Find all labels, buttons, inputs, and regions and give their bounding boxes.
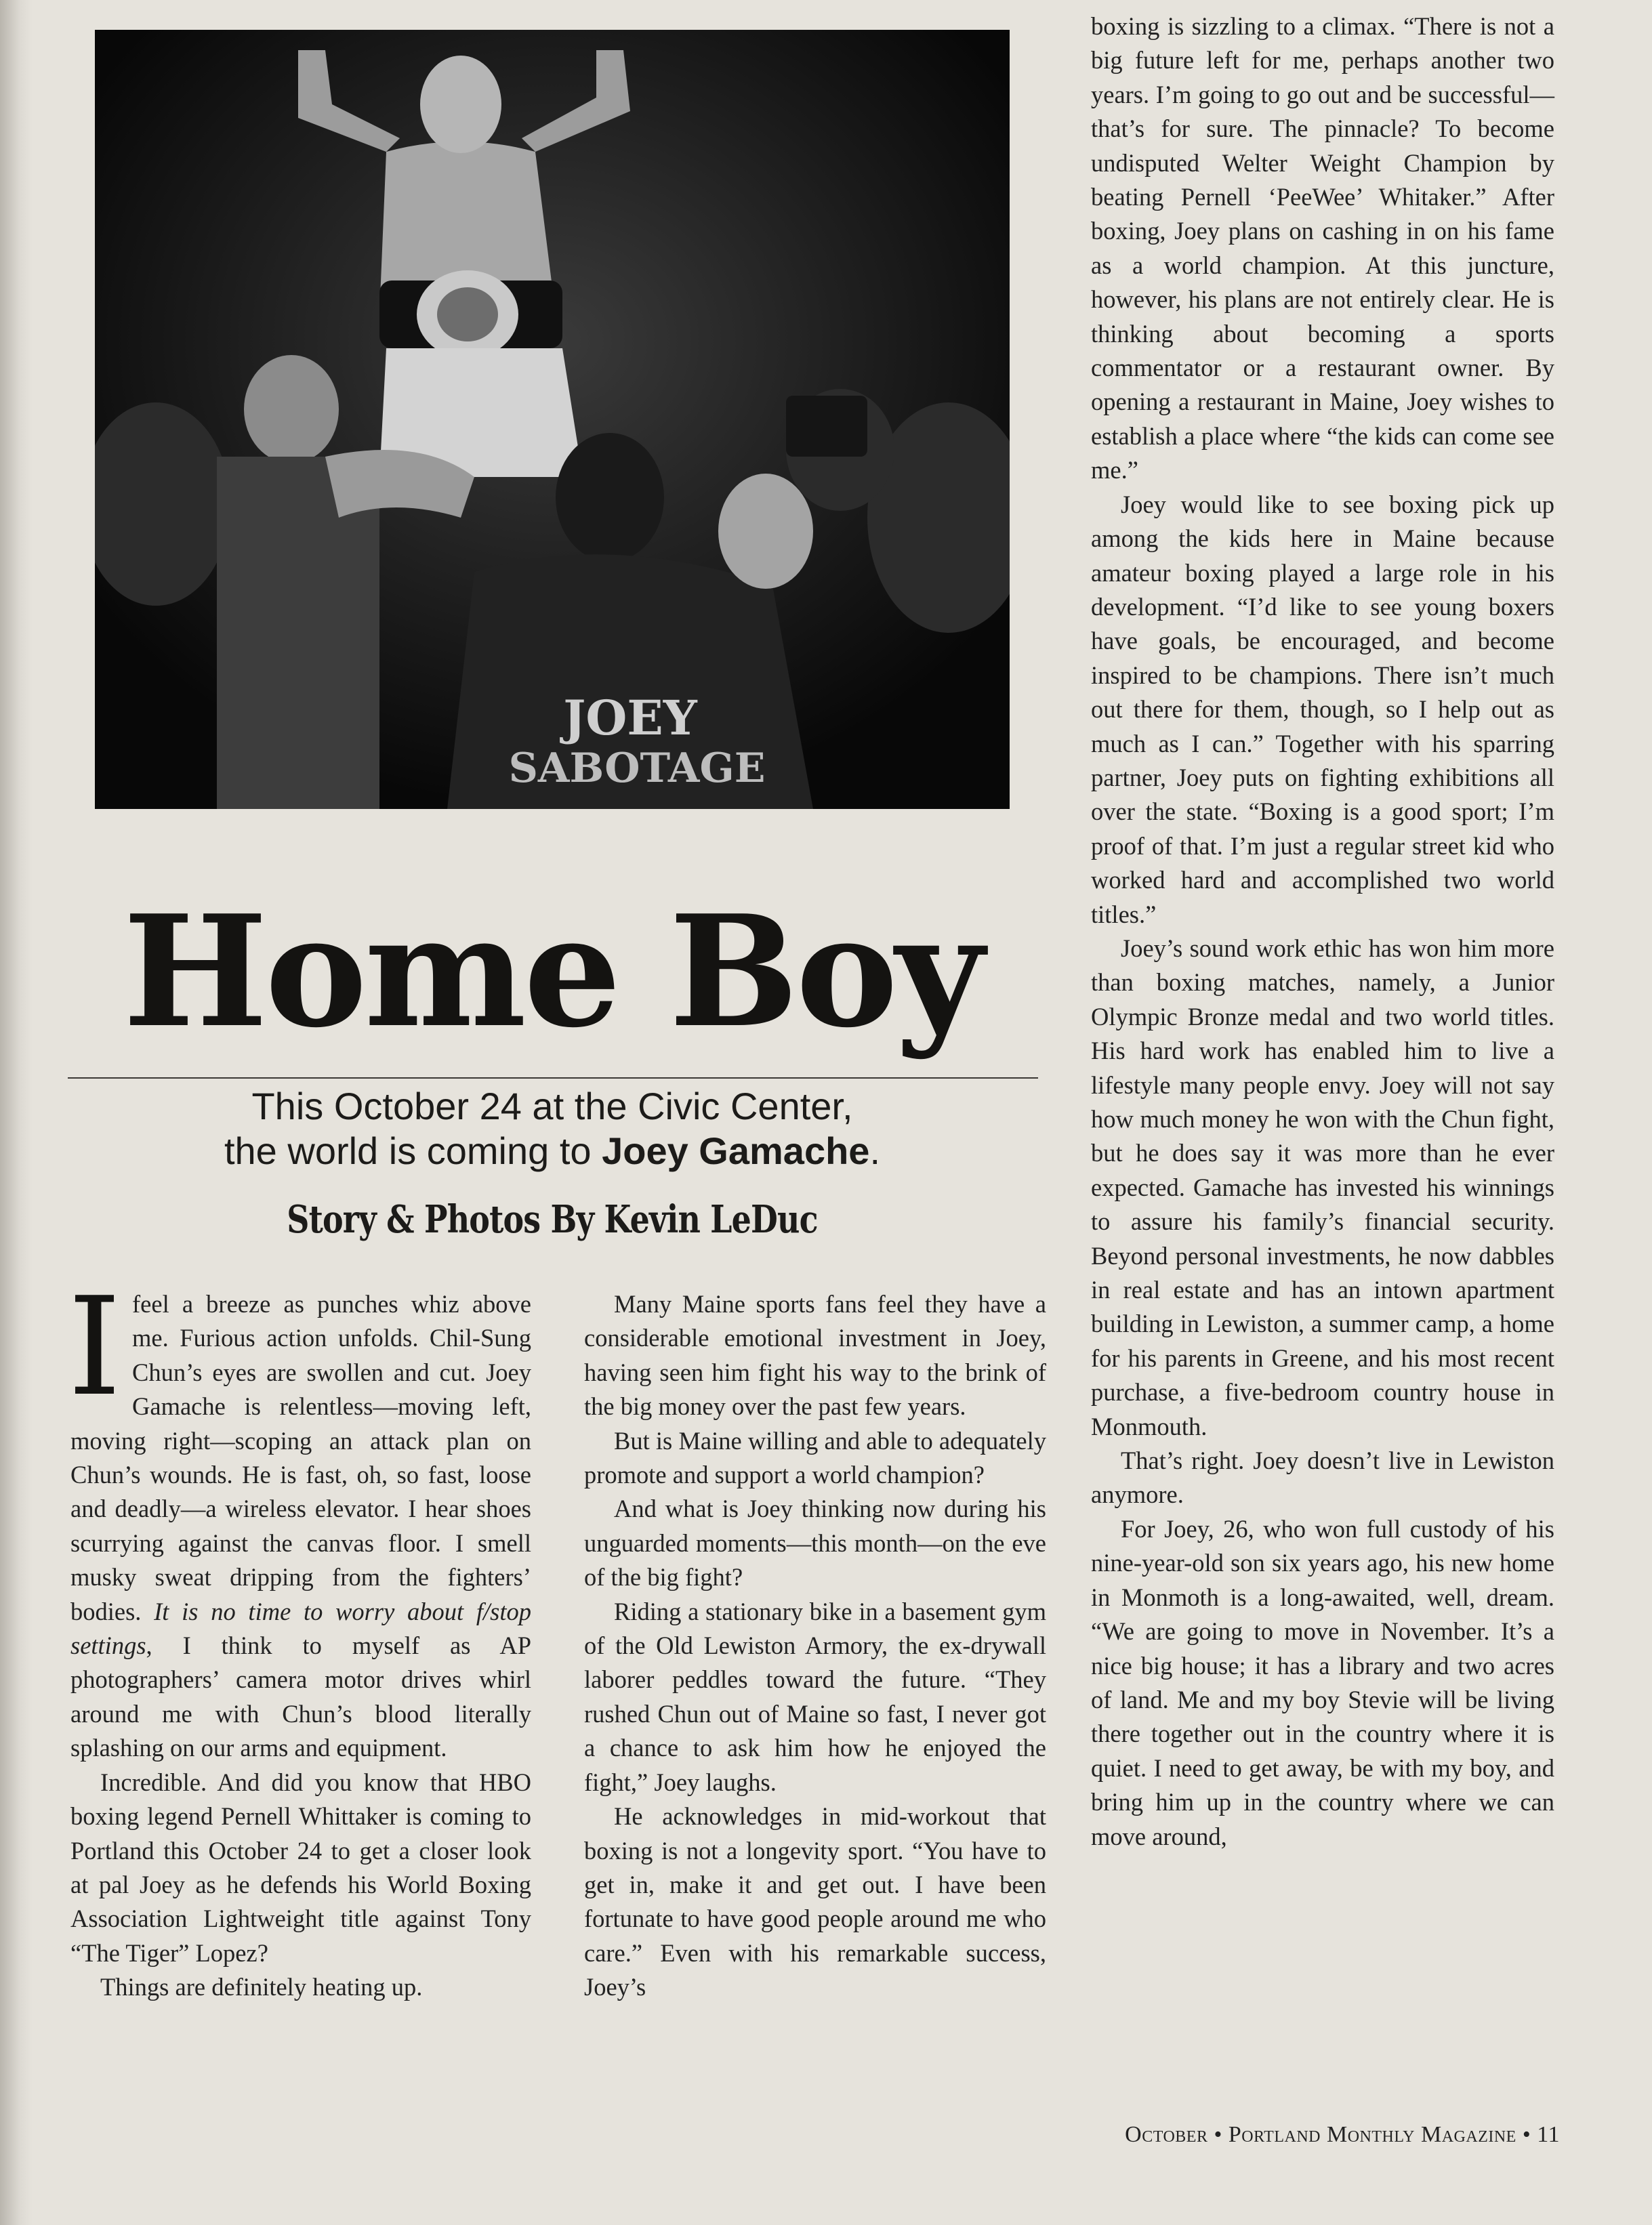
paragraph: For Joey, 26, who won full custody of his nine-year-old son six years ago, his new home in Monmoth is a long-awaited, well, dream. “We are going to move in November. It’s a nice big house; it has a library and two acres of land. Me and my boy Stevie will be living there together out in the country where it is quiet. I need to get away, be with my boy, and bring him up in the country where we can move around, <box>1091 1514 1554 1850</box>
article-column-1 <box>68 1268 531 2005</box>
headline: Home Boy <box>123 882 982 1062</box>
byline: Story & Photos By Kevin LeDuc <box>287 1197 818 1242</box>
paragraph: Things are definitely heating up. <box>100 1973 423 2001</box>
paragraph <box>68 1268 531 1766</box>
page-gutter-shadow <box>0 0 33 2225</box>
text-run: feel a breeze as punches whiz above me. Furious action unfolds. Chil-Sung Chun’s eyes are swollen and cut. Joey Gamache is relentless—moving left, moving right—scoping an attack plan on Chun’s wounds. He is fast, oh, so fast, loose and deadly—a wireless elevator. I hear shoes scurrying against the canvas floor. I smell musky sweat dripping from the fighters’ bodies. <box>70 1290 531 1625</box>
paragraph: Joey would like to see boxing pick up among the kids here in Maine because amateur boxing played a large role in his development. “I’d like to see young boxers have goals, be encouraged, and become inspired to be champions. There isn’t much out there for them, though, so I help out as much as I can.” Together with his sparring partner, Joey puts on fighting exhibitions all over the state. “Boxing is a good sport; I’m proof of that. I’m just a regular street kid who worked hard and accomplished two world titles.” <box>1091 490 1554 928</box>
deck-line-1: This October 24 at the Civic Center, <box>251 1085 853 1127</box>
deck-line-2-pre: the world is coming to <box>224 1129 602 1172</box>
article-column-2 <box>584 1287 1046 2005</box>
article-column-3 <box>1091 9 1554 1854</box>
paragraph: Riding a stationary bike in a basement gym of the Old Lewiston Armory, the ex-drywall laborer peddles toward the future. “They rushed Chun out of Maine so fast, I never got a chance to ask him how he enjoyed the fight,” Joey laughs. <box>584 1597 1046 1796</box>
italic-text-run: It is no time to worry about f/stop settings <box>70 1597 531 1660</box>
paragraph: And what is Joey thinking now during his unguarded moments—this month—on the eve of the big fight? <box>584 1495 1046 1592</box>
deck-name: Joey Gamache <box>602 1129 870 1172</box>
paragraph: Many Maine sports fans feel they have a considerable emotional investment in Joey, having seen him fight his way to the brink of the big money over the past few years. <box>584 1290 1046 1421</box>
paragraph: Joey’s sound work ethic has won him more than boxing matches, namely, a Junior Olympic Bronze medal and two world titles. His hard work has enabled him to live a lifestyle many people envy. Joey will not say how much money he won with the Chun fight, but he does say it was more than he ever expected. Gamache has invested his winnings to assure his family’s financial security. Beyond personal investments, he now dabbles in real estate and has an intown apartment building in Lewiston, a summer camp, a home for his parents in Greene, and his most recent purchase, a five-bedroom country house in Monmouth. <box>1091 934 1554 1440</box>
paragraph: boxing is sizzling to a climax. “There is not a big future left for me, perhaps another two years. I’m going to go out and be successful—that’s for sure. The pinnacle? To become undisputed Welter Weight Champion by beating Pernell ‘PeeWee’ Whitaker.” After boxing, Joey plans on cashing in on his fame as a world champion. At this juncture, however, his plans are not entirely clear. He is thinking about becoming a sports commentator or a restaurant owner. By opening a restaurant in Maine, Joey wishes to establish a place where “the kids can come see me.” <box>1091 12 1554 484</box>
paragraph: But is Maine willing and able to adequately promote and support a world champion? <box>584 1426 1046 1489</box>
drop-cap: I <box>68 1268 122 1426</box>
paragraph: He acknowledges in mid-workout that boxing is not a longevity sport. “You have to get in, make it and get out. I have been fortunate to have good people around me who care.” Even with his remarkable success, Joey’s <box>584 1802 1046 2001</box>
deck-line-2-post: . <box>869 1129 881 1172</box>
boxer-celebration-photo <box>95 30 1010 809</box>
page-footer: October • Portland Monthly Magazine • 11 <box>1125 2122 1560 2147</box>
paragraph: That’s right. Joey doesn’t live in Lewiston anymore. <box>1091 1447 1554 1509</box>
deck <box>68 1084 1037 1173</box>
jacket-text-joey: JOEY <box>563 690 697 746</box>
headline-rule <box>68 1077 1038 1079</box>
paragraph: Incredible. And did you know that HBO boxing legend Pernell Whittaker is coming to Portland this October 24 to get a closer look at pal Joey as he defends his World Boxing Association Lightweight title against Tony “The Tiger” Lopez? <box>70 1768 531 1967</box>
jacket-text-sabotage: SABOTAGE <box>508 745 766 792</box>
deck-line-2 <box>68 1129 1037 1173</box>
text-run: , I think to myself as AP photographers’ camera motor drives whirl around me with Chun’s blood literally splashing on our arms and equipment. <box>70 1631 531 1762</box>
